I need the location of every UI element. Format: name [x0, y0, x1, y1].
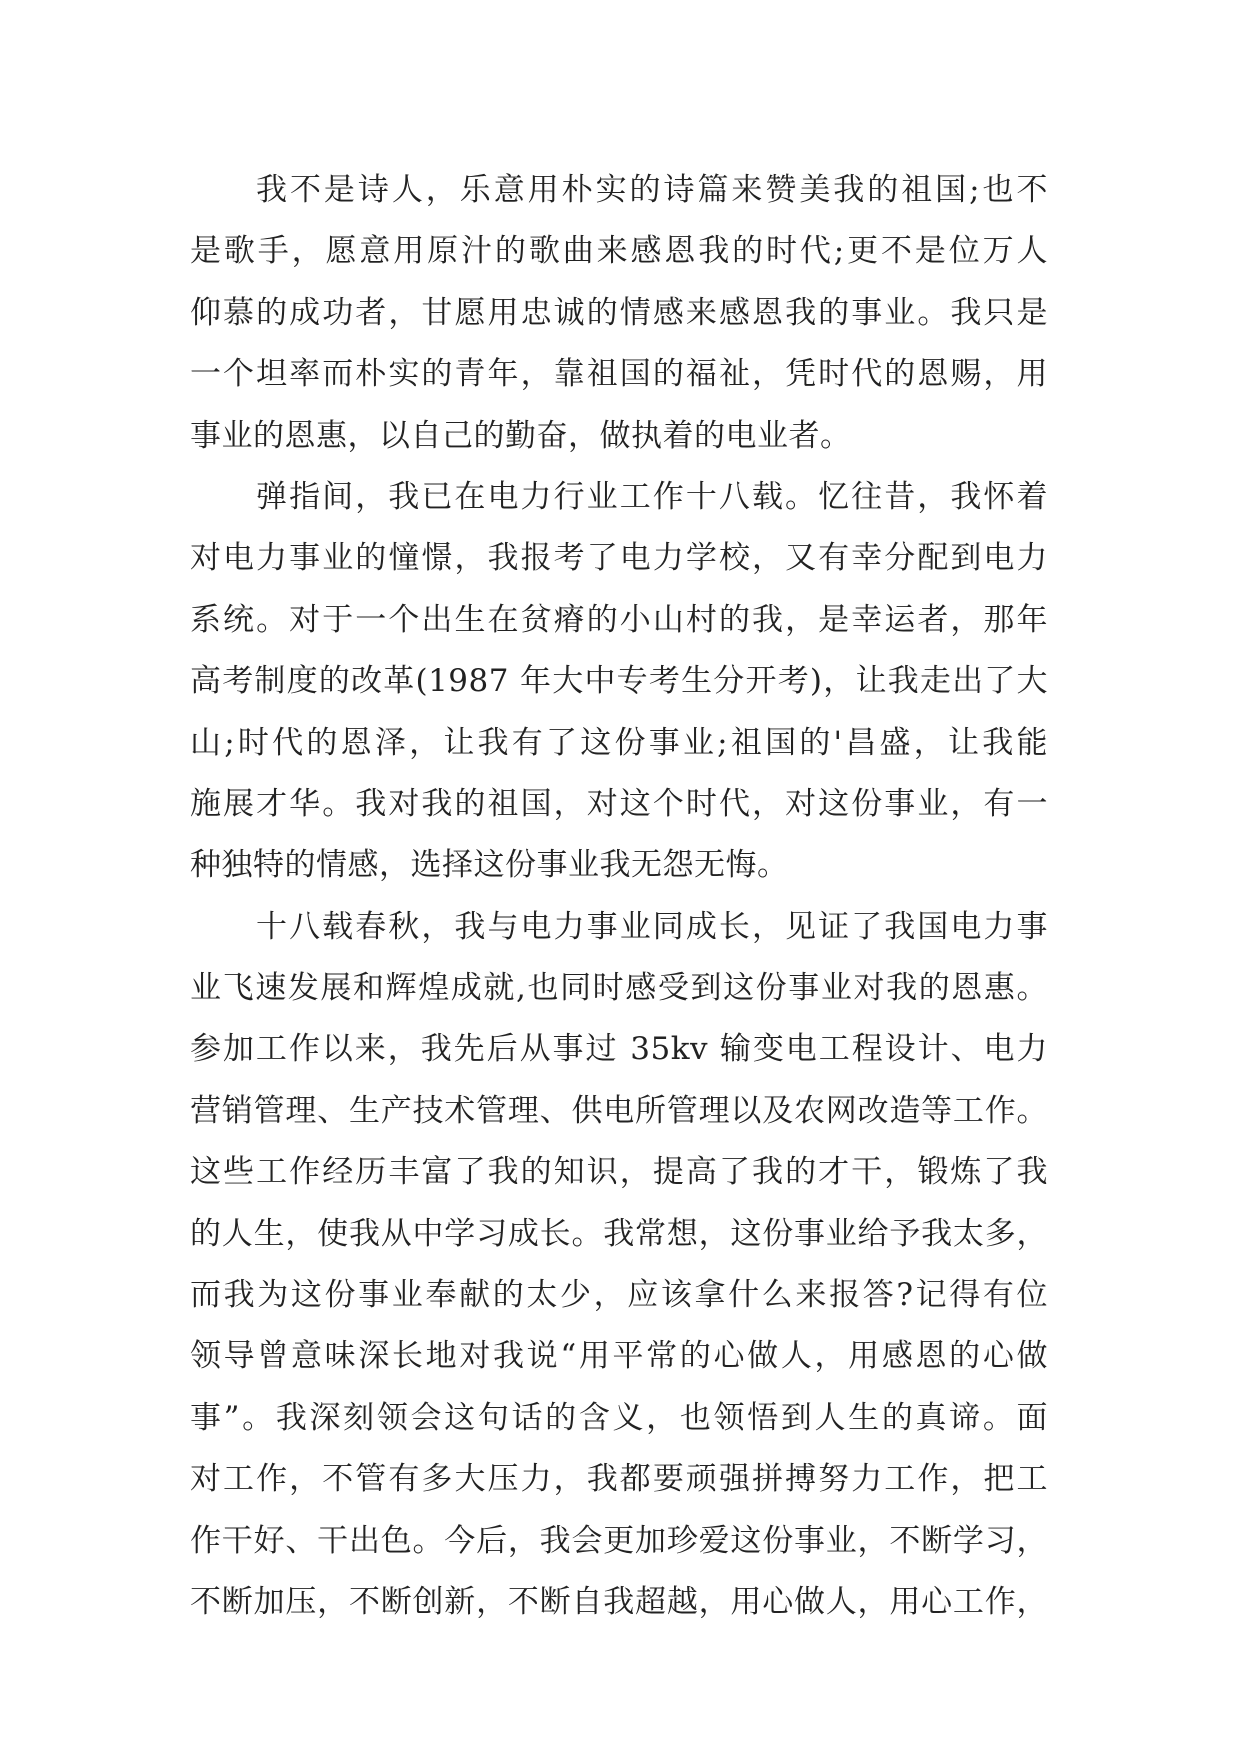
text-line: 一个坦率而朴实的青年，靠祖国的福祉，凭时代的恩赐，用 — [190, 356, 1048, 393]
text-line: 事”。我深刻领会这句话的含义，也领悟到人生的真谛。面 — [190, 1399, 1048, 1436]
text-line: 高考制度的改革(1987 年大中专考生分开考)，让我走出了大 — [190, 663, 1048, 700]
text-line: 对工作，不管有多大压力，我都要顽强拼搏努力工作，把工 — [190, 1461, 1048, 1498]
text-line: 我不是诗人，乐意用朴实的诗篇来赞美我的祖国;也不 — [256, 172, 1048, 208]
text-line: 参加工作以来，我先后从事过 35kv 输变电工程设计、电力 — [190, 1031, 1048, 1068]
text-line: 这些工作经历丰富了我的知识，提高了我的才干，锻炼了我 — [190, 1154, 1048, 1191]
text-line: 山;时代的恩泽，让我有了这份事业;祖国的'昌盛，让我能 — [190, 724, 1048, 761]
text-line: 十八载春秋，我与电力事业同成长，见证了我国电力事 — [256, 908, 1048, 945]
text-line: 施展才华。我对我的祖国，对这个时代，对这份事业，有一 — [190, 785, 1048, 822]
document-body — [190, 160, 1048, 1633]
text-line: 的人生，使我从中学习成长。我常想，这份事业给予我太多， — [190, 1215, 1048, 1252]
paragraph-3 — [190, 897, 1048, 1634]
text-line: 仰慕的成功者，甘愿用忠诚的情感来感恩我的事业。我只是 — [190, 294, 1048, 331]
text-line: 种独特的情感，选择这份事业我无怨无悔。 — [190, 847, 789, 884]
text-line: 业飞速发展和辉煌成就,也同时感受到这份事业对我的恩惠。 — [190, 970, 1048, 1007]
text-line: 营销管理、生产技术管理、供电所管理以及农网改造等工作。 — [190, 1092, 1048, 1129]
paragraph-2 — [190, 467, 1048, 897]
paragraph-1 — [190, 160, 1048, 467]
text-line: 而我为这份事业奉献的太少，应该拿什么来报答?记得有位 — [190, 1277, 1048, 1314]
text-line: 对电力事业的憧憬，我报考了电力学校，又有幸分配到电力 — [190, 540, 1048, 577]
text-line: 弹指间，我已在电力行业工作十八载。忆往昔，我怀着 — [256, 478, 1048, 515]
text-line: 不断加压，不断创新，不断自我超越，用心做人，用心工作， — [190, 1583, 1048, 1620]
text-line: 领导曾意味深长地对我说“用平常的心做人，用感恩的心做 — [190, 1338, 1048, 1375]
text-line: 系统。对于一个出生在贫瘠的小山村的我，是幸运者，那年 — [190, 601, 1048, 638]
text-line: 是歌手，愿意用原汁的歌曲来感恩我的时代;更不是位万人 — [190, 233, 1048, 270]
text-line: 作干好、干出色。今后，我会更加珍爱这份事业，不断学习， — [190, 1522, 1048, 1559]
text-line: 事业的恩惠，以自己的勤奋，做执着的电业者。 — [190, 417, 852, 454]
